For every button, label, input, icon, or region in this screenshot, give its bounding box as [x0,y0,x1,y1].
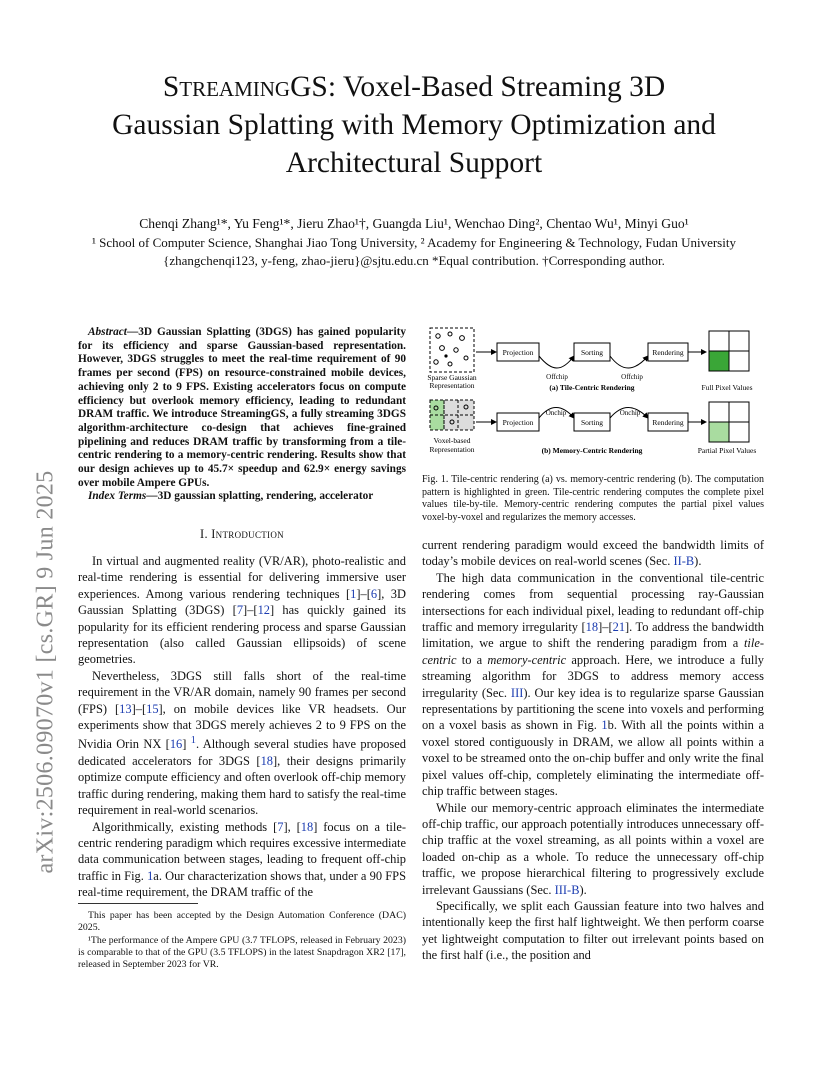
offchip-label-a2: Offchip [621,373,643,381]
paragraph: The high data communication in the conventional tile-centric rendering comes from sequential processing ray-Gaussian intersections for each individual pixel, leading to redundant off-chip traffic and memory irregularity [18]–[21]. To address the bandwidth limitation, we argue to shift the rendering paradigm from a tile-centric to a memory-centric approach. Here, we introduce a fully streaming algorithm for 3DGS to address memory access irregularity (Sec. III). Our key idea is to regularize sparse Gaussian representations by partitioning the scene into voxels and performing on a voxel basis as shown in Fig. 1b. With all the points within a voxel stored contiguously in DRAM, we allow all points within a voxel to be streamed onto the on-chip buffer and only write the final pixel values off-chip, completely eliminating the intermediate off-chip traffic between stages. [422,570,764,799]
partial-pixel-label: Partial Pixel Values [697,446,757,455]
partial-pixel-grid [709,402,749,442]
abstract-label: Abstract [88,326,127,338]
full-pixel-label: Full Pixel Values [701,383,753,392]
projection-label-b: Projection [502,418,534,427]
paragraph: Nevertheless, 3DGS still falls short of the real-time requirement in the VR/AR domain, namely 90 frames per second (FPS) [13]–[15], on mobile devices like VR headsets. Our experiments show that 3DGS merely achieves 2 to 9 FPS on the Nvidia Orin NX [16] $^1$. Although several studies have proposed dedicated accelerators for 3DGS [18], their designs primarily optimize compute efficiency and often overlook off-chip memory traffic during rendering, making them hard to satisfy the real-time requirement in real-world scenarios. [78,668,406,818]
sorting-label-b: Sorting [580,418,604,427]
sparse-label-2: Representation [429,381,475,390]
title-system-name: StreamingGS [162,71,328,103]
onchip-label-b2: Onchip [619,409,641,417]
partial-pixel-highlight [709,422,729,442]
paragraph: Specifically, we split each Gaussian feature into two halves and intentionally keep the first half lightweight. We then perform coarse yet lightweight computation to filter out irrelevant points based on the first half (i.e., the position and [422,898,764,963]
paragraph: current rendering paradigm would exceed the bandwidth limits of today’s mobile devices on real-world scenes (Sec. II-B). [422,538,764,569]
subcaption-b: (b) Memory-Centric Rendering [541,446,643,455]
index-terms-text: —3D gaussian splatting, rendering, accelerator [146,490,374,503]
right-column-body [422,537,764,964]
full-pixel-highlight [709,351,729,371]
full-pixel-grid [709,331,749,371]
figure-1-diagram [422,322,764,462]
title-line-3: Architectural Support [285,147,543,179]
abstract-text: —3D Gaussian Splatting (3DGS) has gained popularity for its efficiency and sparse Gaussian-based representation. However, 3DGS struggles to meet the real-time requirement of 90 frames per second (FPS) on resource-constrained mobile devices, achieving only 2 to 9 FPS. Existing accelerators focus on compute efficiency but overlook memory efficiency, leading to redundant DRAM traffic. We introduce StreamingGS, a fully streaming 3DGS algorithm-architecture co-design that achieves fine-grained pipelining and reduces DRAM traffic by transforming from a tile-centric rendering to a memory-centric rendering. Results show that our design achieves up to 45.7× speedup and 62.9× energy savings over mobile Ampere GPUs. [78,326,406,489]
section-heading-text: I. Introduction [200,527,284,541]
paragraph: Algorithmically, existing methods [7], [18] focus on a tile-centric rendering paradigm which requires excessive intermediate data communication between stages, leading to frequent off-chip traffic in Fig. 1a. Our characterization shows that, under a 90 FPS real-time requirement, the DRAM traffic of the [78,819,407,900]
onchip-label-b1: Onchip [545,409,567,417]
sorting-label-a: Sorting [580,348,604,357]
subcaption-a: (a) Tile-Centric Rendering [549,383,635,392]
paragraph: While our memory-centric approach eliminates the intermediate off-chip traffic, our approach potentially introduces unnecessary off-chip traffic at the voxel streaming, as all points within a voxel are loaded on-chip as a whole. To reduce the unnecessary off-chip traffic, we propose hierarchical filtering to progressively exclude irrelevant Gaussians (Sec. III-B). [422,800,764,897]
voxel-icon [430,400,474,430]
sparse-gaussian-icon [430,328,474,372]
footnote-accepted: This paper has been accepted by the Design Automation Conference (DAC) 2025. [78,910,406,934]
contact-emails: {zhangchenqi123, y-feng, zhao-jieru}@sjtu.edu.cn *Equal contribution. †Corresponding author. [163,253,665,268]
left-column-body [78,553,406,901]
paragraph: In virtual and augmented reality (VR/AR), photo-realistic and real-time rendering is essential for delivering immersive user experiences. Among various rendering techniques [1]–[6], 3D Gaussian Splatting (3DGS) [7]–[12] has quickly gained its popularity for its efficient rendering process and sparse Gaussian representation (also called Gaussian ellipsoids) of scene geometries. [78,554,407,667]
sparse-label-1: Sparse Gaussian [427,373,477,382]
paper-title [40,68,788,182]
offchip-label-a1: Offchip [546,373,568,381]
affiliations: ¹ School of Computer Science, Shanghai Jiao Tong University, ² Academy for Engineering & Technology, Fudan University [92,235,736,250]
abstract [78,326,406,504]
section-heading [78,527,406,542]
footnote-rule [78,903,198,904]
rendering-label-a: Rendering [652,348,684,357]
title-line-2: Gaussian Splatting with Memory Optimization and [112,109,716,141]
figure-1 [422,322,764,462]
footnote-gpu: ¹The performance of the Ampere GPU (3.7 TFLOPS, released in February 2023) is comparable to that of the GPU (3.5 TFLOPS) in the latest Snapdragon XR2 [17], released in September 2023 for VR. [78,934,406,971]
footnotes [78,910,406,971]
figure-1-caption: Fig. 1. Tile-centric rendering (a) vs. memory-centric rendering (b). The computation pattern is highlighted in green. Tile-centric rendering computes the complete pixel values tile-by-tile. Memory-centric rendering computes the partial pixel values voxel-by-voxel and regularizes the memory accesses. [422,474,764,523]
arxiv-side-stamp: arXiv:2506.09070v1 [cs.GR] 9 Jun 2025 [32,470,59,874]
author-list: Chenqi Zhang¹*, Yu Feng¹*, Jieru Zhao¹†, Guangda Liu¹, Wenchao Ding², Chentao Wu¹, Minyi Guo¹ [139,216,689,231]
projection-label-a: Projection [502,348,534,357]
title-line-1: : Voxel-Based Streaming 3D [327,71,666,103]
voxel-label-2: Representation [429,445,475,454]
rendering-label-b: Rendering [652,418,684,427]
index-terms-label: Index Terms [88,490,147,503]
voxel-label-1: Voxel-based [433,436,471,445]
